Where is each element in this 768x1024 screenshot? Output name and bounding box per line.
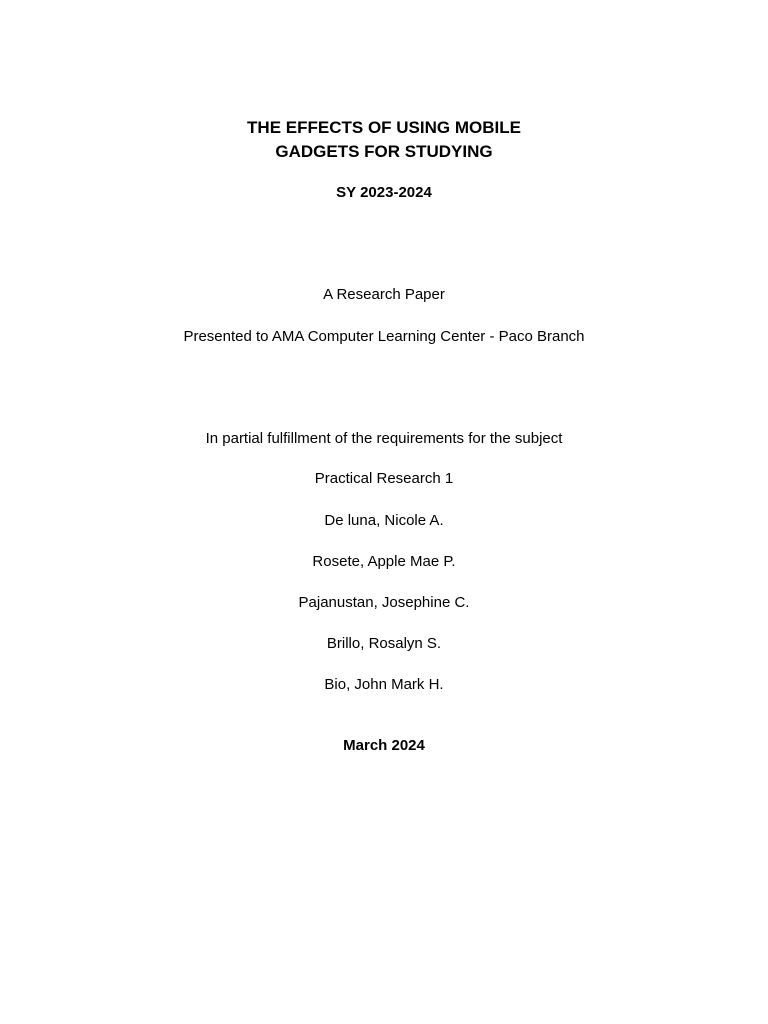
paper-title-line-1: THE EFFECTS OF USING MOBILE	[247, 118, 521, 137]
subject-name: Practical Research 1	[314, 470, 454, 487]
paper-type: A Research Paper	[323, 286, 445, 303]
paper-title-line-2: GADGETS FOR STUDYING	[275, 142, 493, 161]
author-name: Rosete, Apple Mae P.	[312, 553, 456, 570]
author-name: Bio, John Mark H.	[324, 676, 444, 693]
submission-date: March 2024	[343, 737, 425, 754]
author-name: De luna, Nicole A.	[324, 512, 444, 529]
author-name: Pajanustan, Josephine C.	[298, 594, 470, 611]
author-name: Brillo, Rosalyn S.	[326, 635, 442, 652]
school-year: SY 2023-2024	[336, 184, 432, 201]
fulfillment-statement: In partial fulfillment of the requirements for the subject	[205, 430, 563, 447]
presented-to: Presented to AMA Computer Learning Center - Paco Branch	[183, 328, 585, 345]
